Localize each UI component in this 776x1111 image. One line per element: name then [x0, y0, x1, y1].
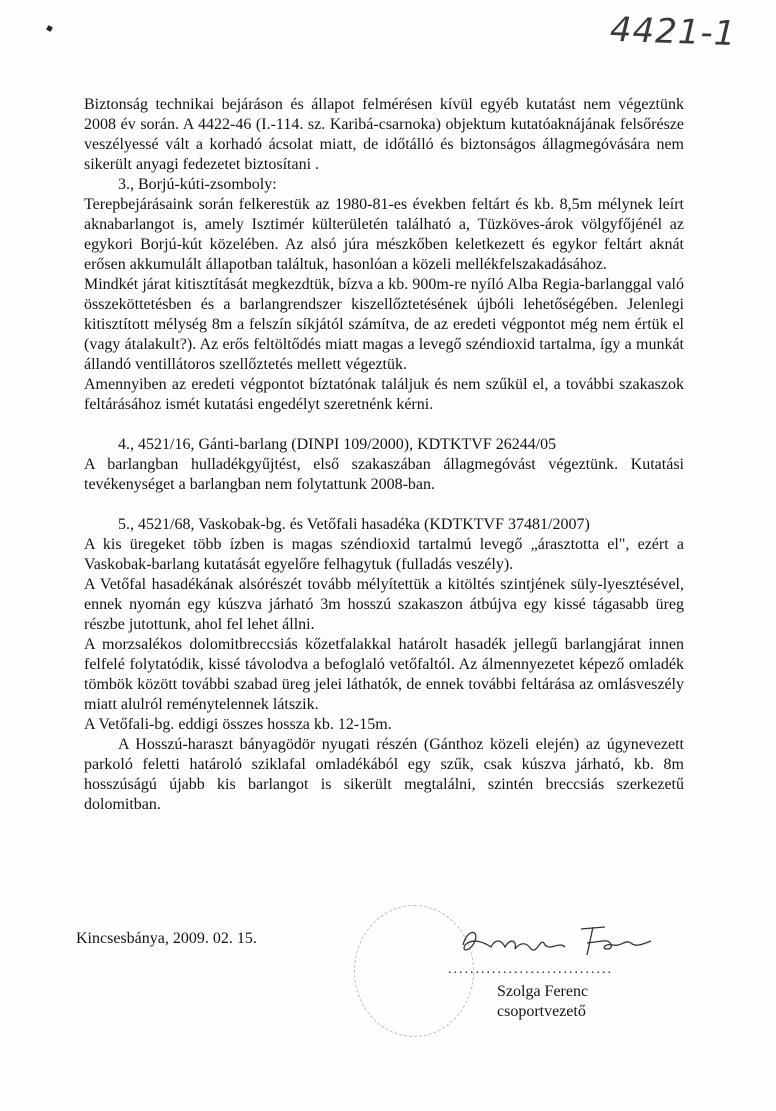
handwritten-reference-number: 4421-1: [609, 9, 738, 55]
signer-name: Szolga Ferenc: [497, 983, 589, 1000]
section-heading-4: 4., 4521/16, Gánti-barlang (DINPI 109/2000), KDTKTVF 26244/05: [118, 436, 557, 453]
document-body: [84, 95, 684, 815]
paragraph-borju-kut-permit: Amennyiben az eredeti végpontot bíztatónak találjuk és nem szűkül el, a további szakaszok feltárásához ismét kutatási engedélyt szeretnénk kérni.: [84, 376, 684, 413]
paragraph-borju-kut-clearing: Mindkét járat kitisztítását megkezdtük, bízva a kb. 900m-re nyíló Alba Regia-barlanggal való összeköttetésben és a barlangrendszer kiszellőztetésének újbóli lehetőségében. Jelenlegi kitisztított mélység 8m a felszín síkjától számítva, de az eredeti végpontot még nem értük el (vagy átalakult?). Az erős feltöltődés miatt magas a levegő széndioxid tartalma, így a munkát állandó ventillátoros szellőztetés mellett végeztük.: [84, 276, 684, 373]
paragraph-vaskobak: A kis üregeket több ízben is magas széndioxid tartalmú levegő „árasztotta el", ezért a Vaskobak-barlang kutatását egyelőre felhagytuk (fulladás veszély).: [84, 536, 684, 573]
signer-block: [497, 982, 588, 1022]
paragraph-vetofal-passage: A morzsalékos dolomitbreccsiás kőzetfalakkal határolt hasadék jellegű barlangjárat innen felfelé folytatódik, kissé távolodva a befoglaló vetőfaltól. Az álmennyezetet képező omladék tömbök között további szabad üreg jelei láthatók, de ennek további feltárása az omlásveszély miatt alulról reménytelennek látszik.: [84, 636, 684, 713]
paragraph-vetofal-deepening: A Vetőfal hasadékának alsórészét tovább mélyítettük a kitöltés szintjének süly-lyesztésével, ennek nyomán egy kúszva járható 3m hosszú szakaszon átbújva egy kissé tágasabb üreg részbe jutottunk, ahol fel lehet állni.: [84, 576, 684, 633]
paragraph-hosszu-haraszt: A Hosszú-haraszt bányagödör nyugati részén (Gánthoz közeli elején) az úgynevezett parkoló feletti határoló sziklafal omladékából egy szűk, csak kúszva járható, kb. 8m hosszúságú újabb kis barlangot is sikerült megtalálni, szintén breccsiás szerkezetű dolomitban.: [84, 736, 684, 813]
signer-role: csoportvezető: [497, 1003, 586, 1020]
paragraph-vetofal-length: A Vetőfali-bg. eddigi összes hossza kb. 12-15m.: [84, 716, 392, 733]
paragraph-safety-survey: Biztonság technikai bejáráson és állapot felmérésen kívül egyéb kutatást nem végeztünk 2008 év során. A 4422-46 (I.-114. sz. Karibá-csarnoka) objektum kutatóaknájának felsőrésze veszélyessé vált a korhadó ácsolat miatt, de időtálló és biztonságos állagmegóvására nem sikerült anyagi fedezetet biztosítani .: [84, 96, 684, 173]
section-heading-3: 3., Borjú-kúti-zsomboly:: [118, 176, 277, 193]
paragraph-borju-kut-survey: Terepbejárásaink során felkerestük az 1980-81-es években feltárt és kb. 8,5m mélynek leírt aknabarlangot is, amely Isztimér külterületén található a, Tüzköves-árok völgyfőjénél az egykori Borjú-kút közelében. Az alsó júra mészkőben keletkezett és egykor feltárt aknát erősen akkumulált állapotban találtuk, hasonlóan a közeli mellékfelszakadásához.: [84, 196, 684, 273]
section-heading-5: 5., 4521/68, Vaskobak-bg. és Vetőfali hasadéka (KDTKTVF 37481/2007): [118, 516, 590, 533]
handwritten-signature: [455, 915, 665, 965]
corner-mark: [46, 25, 53, 32]
signature-line-dots: ..............................: [448, 962, 613, 977]
place-and-date: Kincsesbánya, 2009. 02. 15.: [76, 930, 257, 947]
paragraph-ganti-barlang: A barlangban hulladékgyűjtést, első szakaszában állagmegóvást végeztünk. Kutatási tevékenységet a barlangban nem folytattunk 2008-ban.: [84, 456, 684, 493]
